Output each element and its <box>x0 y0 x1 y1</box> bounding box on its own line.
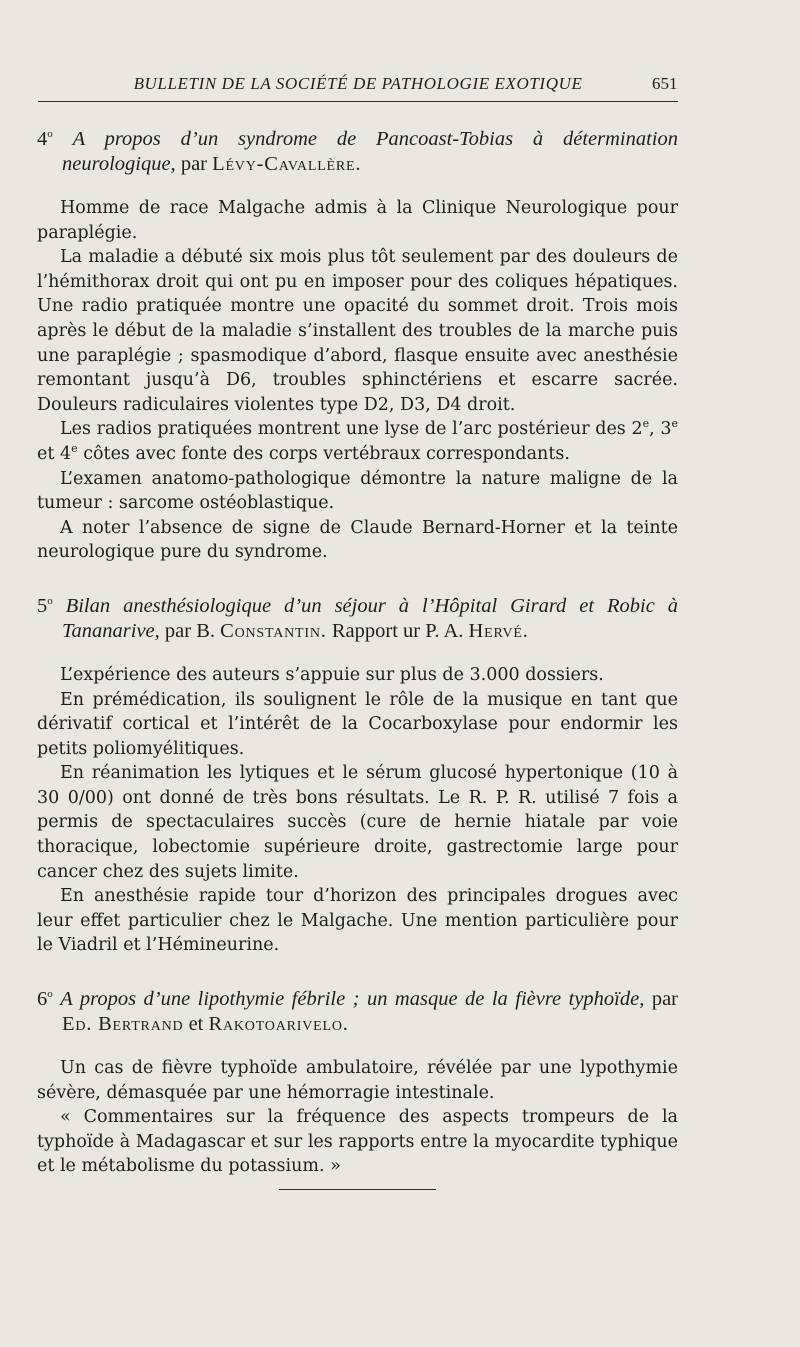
section-5-heading <box>37 594 678 644</box>
section-5-paragraph: En anesthésie rapide tour d’horizon des principales drogues avec leur effet particulier chez le Malgache. Une mention particulière pour le Viadril et l’Hémineurine. <box>37 886 678 956</box>
spacer <box>37 958 678 977</box>
section-6-paragraph: « Commentaires sur la fréquence des aspects trompeurs de la typhoïde à Madagascar et sur les rapports entre la myocardite typhique et le métabolisme du potassium. » <box>37 1107 678 1177</box>
section-4-paragraph: La maladie a débuté six mois plus tôt seulement par des douleurs de l’hémithorax droit qui ont pu en imposer pour des coliques hépatiques. Une radio pratiquée montre une opacité du sommet droit. Trois mois après le début de la maladie s’installent des troubles de la marche puis une paraplégie ; spasmodique d’abord, flasque ensuite avec anesthésie remontant jusqu’à D6, troubles sphinctériens et escarre sacrée. Douleurs radiculaires violentes type D2, D3, D4 droit. <box>37 247 678 415</box>
section-5-ordinal: o <box>47 595 53 608</box>
section-4-heading <box>37 127 678 177</box>
section-5-paragraph: En prémédication, ils soulignent le rôle de la musique en tant que dérivatif cortical et l’intérêt de la Cocarboxylase pour endormir les petits poliomyélitiques. <box>37 689 678 759</box>
section-6-title: A propos d’une lipothymie fébrile ; un masque de la fièvre typhoïde, <box>60 988 645 1011</box>
section-6-ordinal: o <box>47 988 53 1001</box>
section-5-number: 5 <box>37 594 48 617</box>
section-4-paragraph: L’examen anatomo-pathologique démontre la nature maligne de la tumeur : sarcome ostéoblastique. <box>37 468 678 514</box>
running-title: BULLETIN DE LA SOCIÉTÉ DE PATHOLOGIE EXOTIQUE <box>133 74 583 93</box>
end-rule <box>279 1189 436 1190</box>
spacer <box>37 1037 678 1056</box>
section-6-and: et <box>188 1013 204 1036</box>
section-5-author: Constantin. <box>220 619 327 642</box>
rib-number: 4 <box>59 443 72 464</box>
section-5-report: Rapport ur P. A. <box>331 619 464 642</box>
rib-suffix: e <box>671 417 678 431</box>
page-number: 651 <box>652 74 678 93</box>
section-4-by: par <box>180 153 207 175</box>
section-4-number: 4 <box>37 128 48 150</box>
spacer <box>37 565 678 584</box>
rib-suffix: e <box>642 417 650 431</box>
spacer <box>37 177 678 196</box>
section-5-rapporteur: Hervé. <box>468 619 529 642</box>
spacer <box>37 584 678 594</box>
spacer <box>37 977 678 987</box>
section-4-paragraph: Homme de race Malgache admis à la Clinique Neurologique pour paraplégie. <box>37 198 678 243</box>
section-6-author-1: Ed. Bertrand <box>62 1013 184 1036</box>
radios-and: et <box>37 443 55 464</box>
header-rule <box>38 101 678 102</box>
section-5-paragraph: En réanimation les lytiques et le sérum glucosé hypertonique (10 à 30 0/00) ont donné de très bons résultats. Le R. P. R. utilisé 7 fois a permis de spectaculaires succès (cure de hernie hiatale par voie thoracique, lobectomie supérieure droite, gastrectomie large pour cancer chez des sujets limite. <box>37 763 678 882</box>
section-6-paragraph: Un cas de fièvre typhoïde ambulatoire, révélée par une lypothymie sévère, démasquée par une hémorragie intestinale. <box>37 1058 678 1103</box>
radios-text-start: Les radios pratiquées montrent une lyse de l’arc postérieur des <box>60 419 626 440</box>
section-4-radios-paragraph: Les radios pratiquées montrent une lyse de l’arc postérieur des 2e, 3e et 4e côtes avec fonte des corps vertébraux correspondants. <box>37 417 678 464</box>
radios-text-end: côtes avec fonte des corps vertébraux correspondants. <box>83 443 570 464</box>
section-4-title: A propos d’un syndrome de Pancoast-Tobias à détermination neurologique, <box>62 128 679 175</box>
section-6-by: par <box>651 988 679 1011</box>
section-6-author-2: Rakotoarivelo. <box>208 1013 349 1036</box>
section-5-title: Bilan anesthésiologique d’un séjour à l’Hôpital Girard et Robic à Tananarive, <box>62 594 678 642</box>
rib-number: 2 <box>631 419 643 440</box>
section-6-heading <box>37 987 678 1037</box>
rib-suffix: e <box>71 442 78 456</box>
spacer <box>37 644 678 663</box>
section-4-author: Lévy-Cavallère. <box>212 153 362 175</box>
section-5-paragraph: L’expérience des auteurs s’appuie sur plus de 3.000 dossiers. <box>60 664 604 685</box>
rib-number: 3 <box>660 419 672 440</box>
section-5-by: par B. <box>164 619 215 642</box>
section-4-ordinal: o <box>47 128 53 141</box>
section-6-number: 6 <box>37 988 48 1011</box>
article-body <box>37 127 678 1179</box>
section-4-paragraph: A noter l’absence de signe de Claude Bernard-Horner et la teinte neurologique pure du syndrome. <box>37 517 678 563</box>
